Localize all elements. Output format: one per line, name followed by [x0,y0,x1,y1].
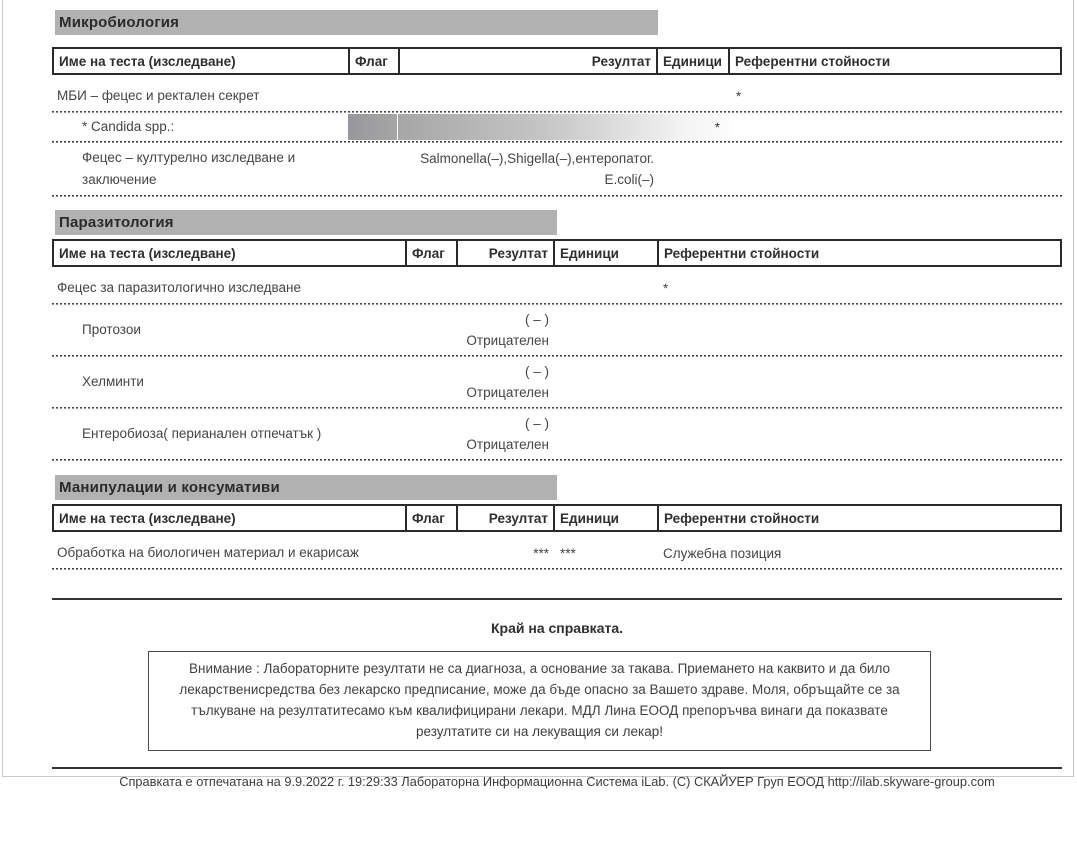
units-value: *** [560,545,576,561]
test-name: Фецес за паразитологично изследване [57,280,302,295]
column-header-reference: Референтни стойности [657,241,1060,265]
test-name: Фецес – културелно изследване и заключение [82,150,296,187]
row-separator [52,568,1062,570]
table-row [52,532,1062,568]
result-value: ( – ) Отрицателен [466,364,549,400]
warning-box: Внимание : Лабораторните резултати не са диагноза, а основание за такава. Приемането на каквито и да било лекарственисредства без лекарско предписание, може да бъде опасно за Вашето здраве. Моля, обръщайте се за тълкуване на резултатитесамо към квалифицирани лекари. МДЛ Лина ЕООД препоръчва винаги да показвате резултатите си на лекуващия си лекар! [148,651,931,751]
table-row [52,409,1062,459]
table-row [52,305,1062,355]
section-title: Микробиология [59,14,180,31]
section-title: Паразитология [59,214,174,231]
column-header-units: Единици [553,506,657,530]
end-of-report-text: Край на справката. [490,620,624,636]
table-row [52,75,1062,111]
table-header-parasitology [52,239,1062,267]
table-row [52,113,1062,141]
section-header-parasitology [55,210,557,235]
table-row [52,143,1062,195]
table-header-microbiology [52,47,1062,75]
test-name: Протозои [82,322,141,337]
column-header-reference: Референтни стойности [728,49,1060,73]
column-header-test-name: Име на теста (изследване) [59,510,236,526]
column-header-units: Единици [656,49,728,73]
result-value: ( – ) Отрицателен [466,312,549,348]
section-header-microbiology [55,10,658,35]
result-value: ( – ) Отрицателен [466,416,549,452]
row-separator [52,459,1062,461]
table-header-manipulations [52,504,1062,532]
column-header-reference: Референтни стойности [657,506,1060,530]
column-header-result: Резултат [456,506,553,530]
test-name: Хелминти [82,374,144,389]
reference-value: * [736,88,742,104]
column-header-test-name: Име на теста (изследване) [59,53,236,69]
result-value: Salmonella(–),Shigella(–),ентеропатог. E.coli(–) [420,151,654,187]
test-name: МБИ – фецес и ректален секрет [57,88,260,103]
table-row [52,267,1062,303]
column-header-units: Единици [553,241,657,265]
reference-value: * [663,280,669,296]
reference-value: Служебна позиция [663,545,782,561]
column-header-test-name: Име на теста (изследване) [59,245,236,261]
section-header-manipulations [55,475,557,500]
footer-divider [52,598,1062,600]
row-separator [52,195,1062,197]
section-title: Манипулации и консумативи [59,479,280,496]
column-header-result: Резултат [456,241,553,265]
column-header-flag: Флаг [348,49,398,73]
reference-value: * [714,119,720,135]
result-value: *** [533,545,549,561]
print-footer-text: Справката е отпечатана на 9.9.2022 г. 19:29:33 Лабораторна Информационна Система iLab. (С) СКАЙУЕР Груп ЕООД http://ilab.skyware-group.com [119,774,995,789]
test-name: Ентеробиоза( перианален отпечатък ) [82,426,322,441]
column-header-result: Резултат [398,49,656,73]
column-header-flag: Флаг [405,506,456,530]
column-header-flag: Флаг [405,241,456,265]
redacted-result-bar [348,114,730,140]
print-footer-divider [52,767,1062,769]
lab-report [52,0,1062,789]
test-name: Обработка на биологичен материал и екарисаж [57,545,359,560]
table-row [52,357,1062,407]
test-name: * Candida spp.: [82,119,175,134]
redacted-flag-cell [348,114,398,140]
redacted-result-cell [398,114,730,140]
